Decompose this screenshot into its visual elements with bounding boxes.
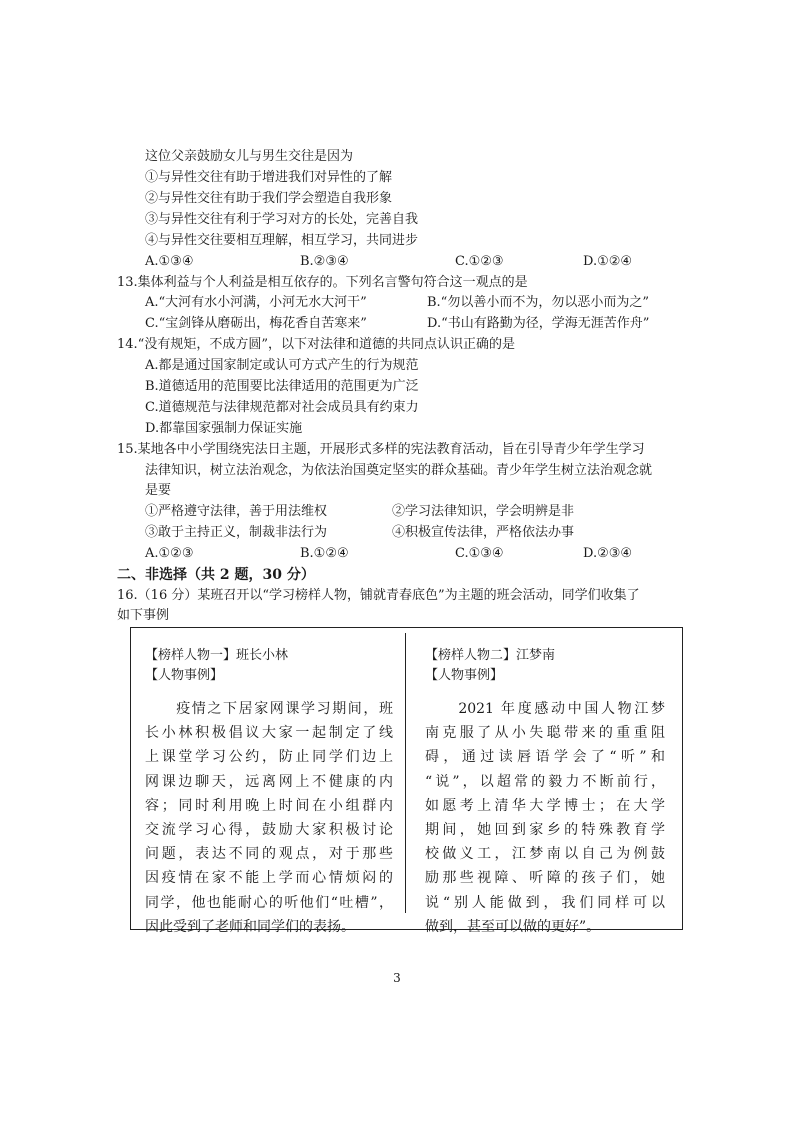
right-paragraph-line: 说“别人能做到，我们同样可以	[425, 894, 665, 911]
q13-option-a: A.“大河有水小河满，小河无水大河干”	[145, 295, 367, 310]
left-paragraph-line: 问题，表达不同的观点，对于那些	[145, 846, 393, 863]
left-paragraph-line: 同学，他也能耐心的听他们“吐槽”，	[145, 894, 393, 911]
left-paragraph-line: 因此受到了老师和同学们的表扬。	[145, 918, 355, 935]
left-paragraph-line: 网课边聊天，远离网上不健康的内	[145, 773, 393, 790]
q12-statement-2: ②与异性交往有助于我们学会塑造自我形象	[145, 191, 393, 206]
right-paragraph-line: 期间，她回到家乡的特殊教育学	[425, 822, 665, 839]
q16-stem-line-1: 16.（16 分）某班召开以“学习榜样人物，铺就青春底色”为主题的班会活动，同学们收集了	[117, 588, 640, 603]
right-paragraph-line: 做到，甚至可以做的更好”。	[425, 918, 601, 935]
table-divider	[405, 633, 406, 913]
q13-option-c: C.“宝剑锋从磨砺出，梅花香自苦寒来”	[145, 316, 367, 331]
q15-statement-2: ②学习法律知识，学会明辨是非	[392, 504, 575, 519]
q15-stem-line-1: 15.某地各中小学围绕宪法日主题，开展形式多样的宪法教育活动，旨在引导青少年学生学习	[117, 442, 645, 457]
q15-statement-4: ④积极宣传法律，严格依法办事	[392, 525, 575, 540]
right-paragraph-line: 碍，通过读唇语学会了“听”和	[425, 749, 665, 766]
right-cell-title: 【榜样人物二】江梦南	[425, 648, 556, 663]
left-paragraph-line: 交流学习心得，鼓励大家积极讨论	[145, 822, 393, 839]
page-number: 3	[393, 971, 401, 985]
q13-stem: 13.集体利益与个人利益是相互依存的。下列名言警句符合这一观点的是	[117, 275, 528, 290]
q14-stem: 14.“没有规矩，不成方圆”，以下对法律和道德的共同点认识正确的是	[117, 337, 515, 352]
left-cell-label: 【人物事例】	[145, 668, 224, 683]
section-title: 二、非选择（共 2 题，30 分）	[117, 567, 315, 583]
q16-stem-line-2: 如下事例	[117, 608, 170, 623]
left-cell-title: 【榜样人物一】班长小林	[145, 648, 289, 663]
q15-stem-line-3: 是要	[145, 483, 172, 498]
q15-statement-1: ①严格遵守法律，善于用法维权	[145, 504, 328, 519]
left-paragraph-line: 容；同时利用晚上时间在小组群内	[145, 797, 393, 814]
q14-option-d: D.都靠国家强制力保证实施	[145, 421, 303, 436]
q15-option-d: D.②③④	[583, 546, 633, 561]
right-paragraph-line: 南克服了从小失聪带来的重重阻	[425, 725, 665, 742]
q12-statement-4: ④与异性交往要相互理解，相互学习，共同进步	[145, 233, 419, 248]
right-paragraph-line: 如愿考上清华大学博士；在大学	[425, 797, 665, 814]
q15-option-b: B.①②④	[300, 546, 349, 561]
q12-option-b: B.②③④	[300, 254, 349, 269]
q14-option-c: C.道德规范与法律规范都对社会成员具有约束力	[145, 400, 419, 415]
q15-statement-3: ③敢于主持正义，制裁非法行为	[145, 525, 328, 540]
q15-option-a: A.①②③	[145, 546, 194, 561]
q15-option-c: C.①③④	[455, 546, 504, 561]
q15-stem-line-2: 法律知识，树立法治观念，为依法治国奠定坚实的群众基础。青少年学生树立法治观念就	[145, 463, 653, 478]
right-cell-label: 【人物事例】	[425, 668, 504, 683]
right-paragraph-line: 校做义工，江梦南以自己为例鼓	[425, 846, 665, 863]
q14-option-b: B.道德适用的范围要比法律适用的范围更为广泛	[145, 379, 419, 394]
right-paragraph-line: 励那些视障、听障的孩子们，她	[425, 870, 665, 887]
q12-option-c: C.①②③	[455, 254, 504, 269]
q13-option-b: B.“勿以善小而不为，勿以恶小而为之”	[427, 295, 649, 310]
left-paragraph-line: 上课堂学习公约，防止同学们边上	[145, 749, 393, 766]
q12-statement-1: ①与异性交往有助于增进我们对异性的了解	[145, 170, 393, 185]
q14-option-a: A.都是通过国家制定或认可方式产生的行为规范	[145, 358, 419, 373]
left-paragraph-line: 长小林积极倡议大家一起制定了线	[145, 725, 393, 742]
q12-option-a: A.①③④	[145, 254, 194, 269]
q12-option-d: D.①②④	[583, 254, 633, 269]
q13-option-d: D.“书山有路勤为径，学海无涯苦作舟”	[427, 316, 650, 331]
q12-stem: 这位父亲鼓励女儿与男生交往是因为	[145, 149, 354, 164]
right-paragraph-line: “说”，以超常的毅力不断前行，	[425, 773, 665, 790]
left-cell-paragraph	[145, 697, 393, 939]
right-cell-paragraph	[425, 697, 665, 939]
right-paragraph-line: 2021 年度感动中国人物江梦	[425, 701, 665, 717]
q12-statement-3: ③与异性交往有利于学习对方的长处，完善自我	[145, 212, 419, 227]
left-paragraph-line: 因疫情在家不能上学而心情烦闷的	[145, 870, 393, 887]
left-paragraph-line: 疫情之下居家网课学习期间，班	[145, 701, 393, 717]
